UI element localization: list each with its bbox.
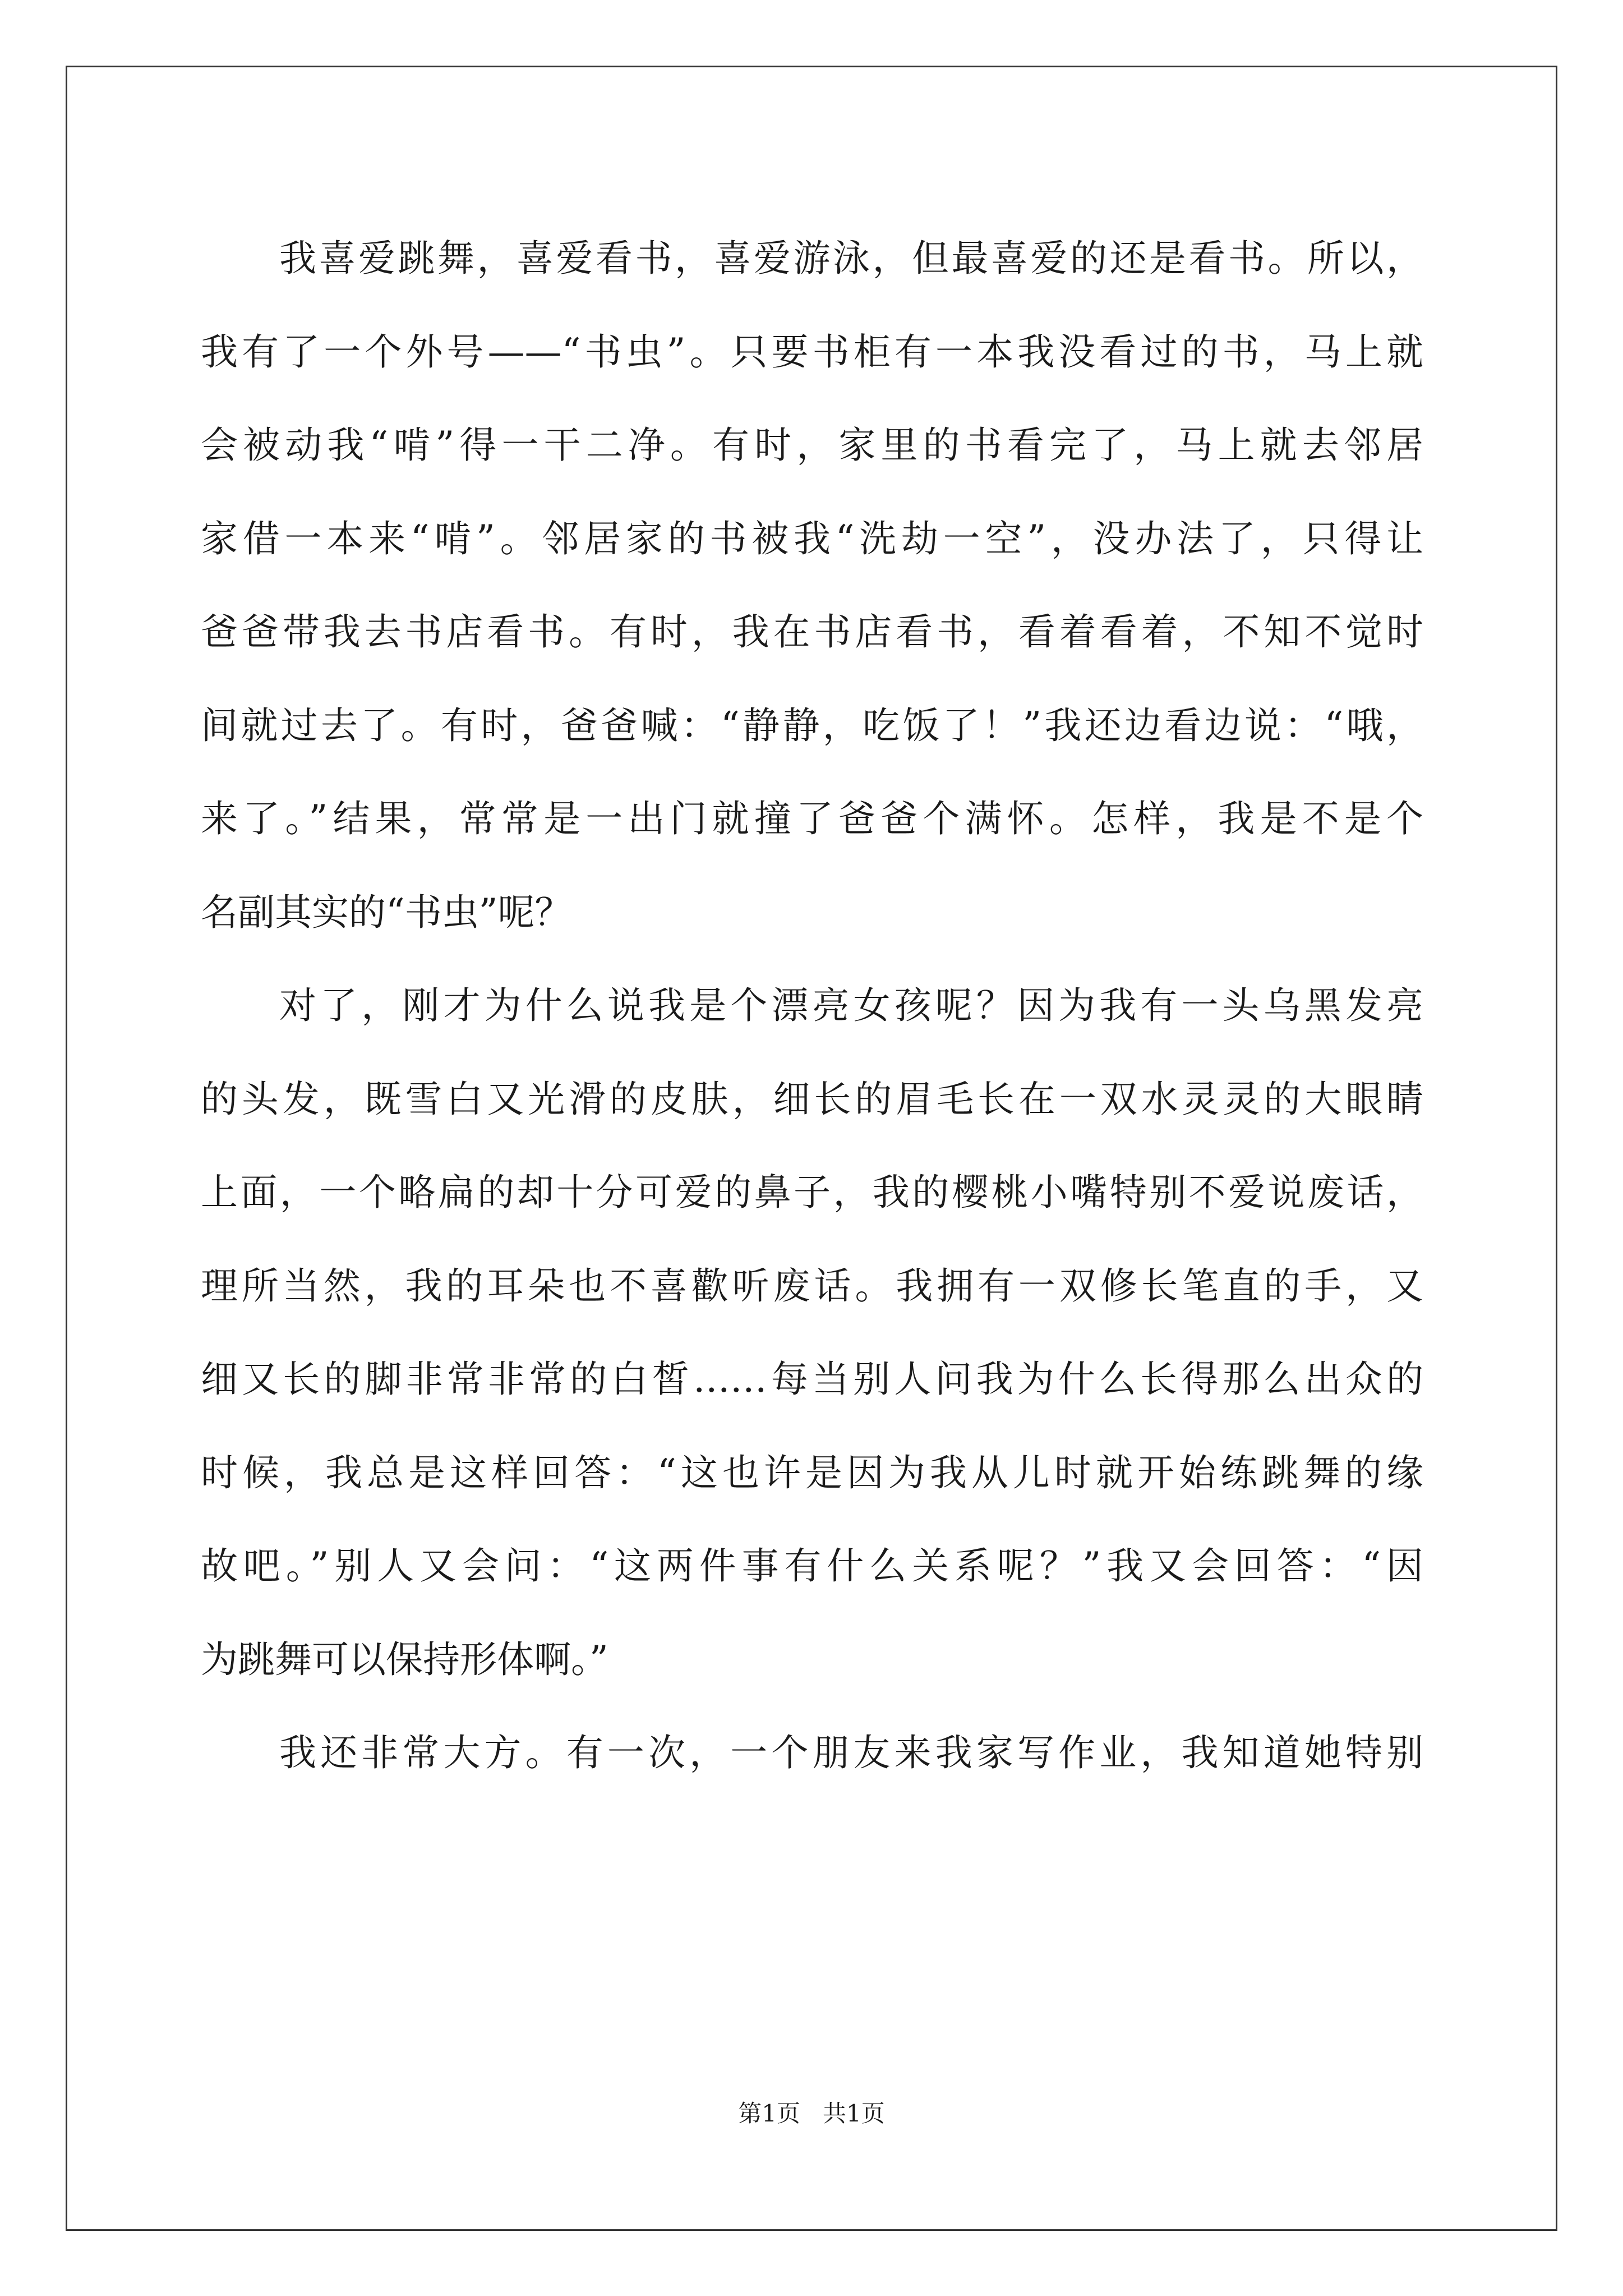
text-line: 故吧。”别人又会问：“这两件事有什么关系呢？”我又会回答：“因 xyxy=(201,1544,1423,1588)
page-footer xyxy=(0,2097,1623,2131)
text-line: 名副其实的“书虫”呢？ xyxy=(201,890,572,934)
text-line: 细又长的脚非常非常的白皙……每当别人问我为什么长得那么出众的 xyxy=(201,1358,1423,1401)
text-line: 家借一本来“啃”。邻居家的书被我“洗劫一空”，没办法了，只得让 xyxy=(201,517,1423,560)
page-number: 第1页 xyxy=(738,2100,800,2127)
text-line: 我喜爱跳舞，喜爱看书，喜爱游泳，但最喜爱的还是看书。所以， xyxy=(279,237,1423,280)
text-line: 我有了一个外号——“书虫”。只要书柜有一本我没看过的书，马上就 xyxy=(201,330,1423,374)
text-line: 会被动我“啃”得一干二净。有时，家里的书看完了，马上就去邻居 xyxy=(201,424,1423,467)
text-line: 来了。”结果，常常是一出门就撞了爸爸个满怀。怎样，我是不是个 xyxy=(201,797,1423,840)
text-line: 我还非常大方。有一次，一个朋友来我家写作业，我知道她特别 xyxy=(279,1731,1423,1774)
paragraph-1 xyxy=(201,212,1423,959)
text-line: 间就过去了。有时，爸爸喊：“静静，吃饭了！”我还边看边说：“哦， xyxy=(201,703,1423,747)
text-line: 时候，我总是这样回答：“这也许是因为我从儿时就开始练跳舞的缘 xyxy=(201,1451,1423,1494)
text-line: 对了，刚才为什么说我是个漂亮女孩呢？因为我有一头乌黑发亮 xyxy=(279,984,1423,1027)
text-line: 上面，一个略扁的却十分可爱的鼻子，我的樱桃小嘴特别不爱说废话， xyxy=(201,1171,1423,1214)
text-line: 爸爸带我去书店看书。有时，我在书店看书，看着看着，不知不觉时 xyxy=(201,610,1423,654)
paragraph-3 xyxy=(201,1706,1423,1800)
page-total: 共1页 xyxy=(823,2100,885,2127)
text-line: 为跳舞可以保持形体啊。” xyxy=(201,1637,608,1681)
document-body xyxy=(201,212,1423,1800)
paragraph-2 xyxy=(201,959,1423,1706)
text-line: 的头发，既雪白又光滑的皮肤，细长的眉毛长在一双水灵灵的大眼睛 xyxy=(201,1077,1423,1121)
text-line: 理所当然，我的耳朵也不喜歡听废话。我拥有一双修长笔直的手，又 xyxy=(201,1264,1423,1308)
